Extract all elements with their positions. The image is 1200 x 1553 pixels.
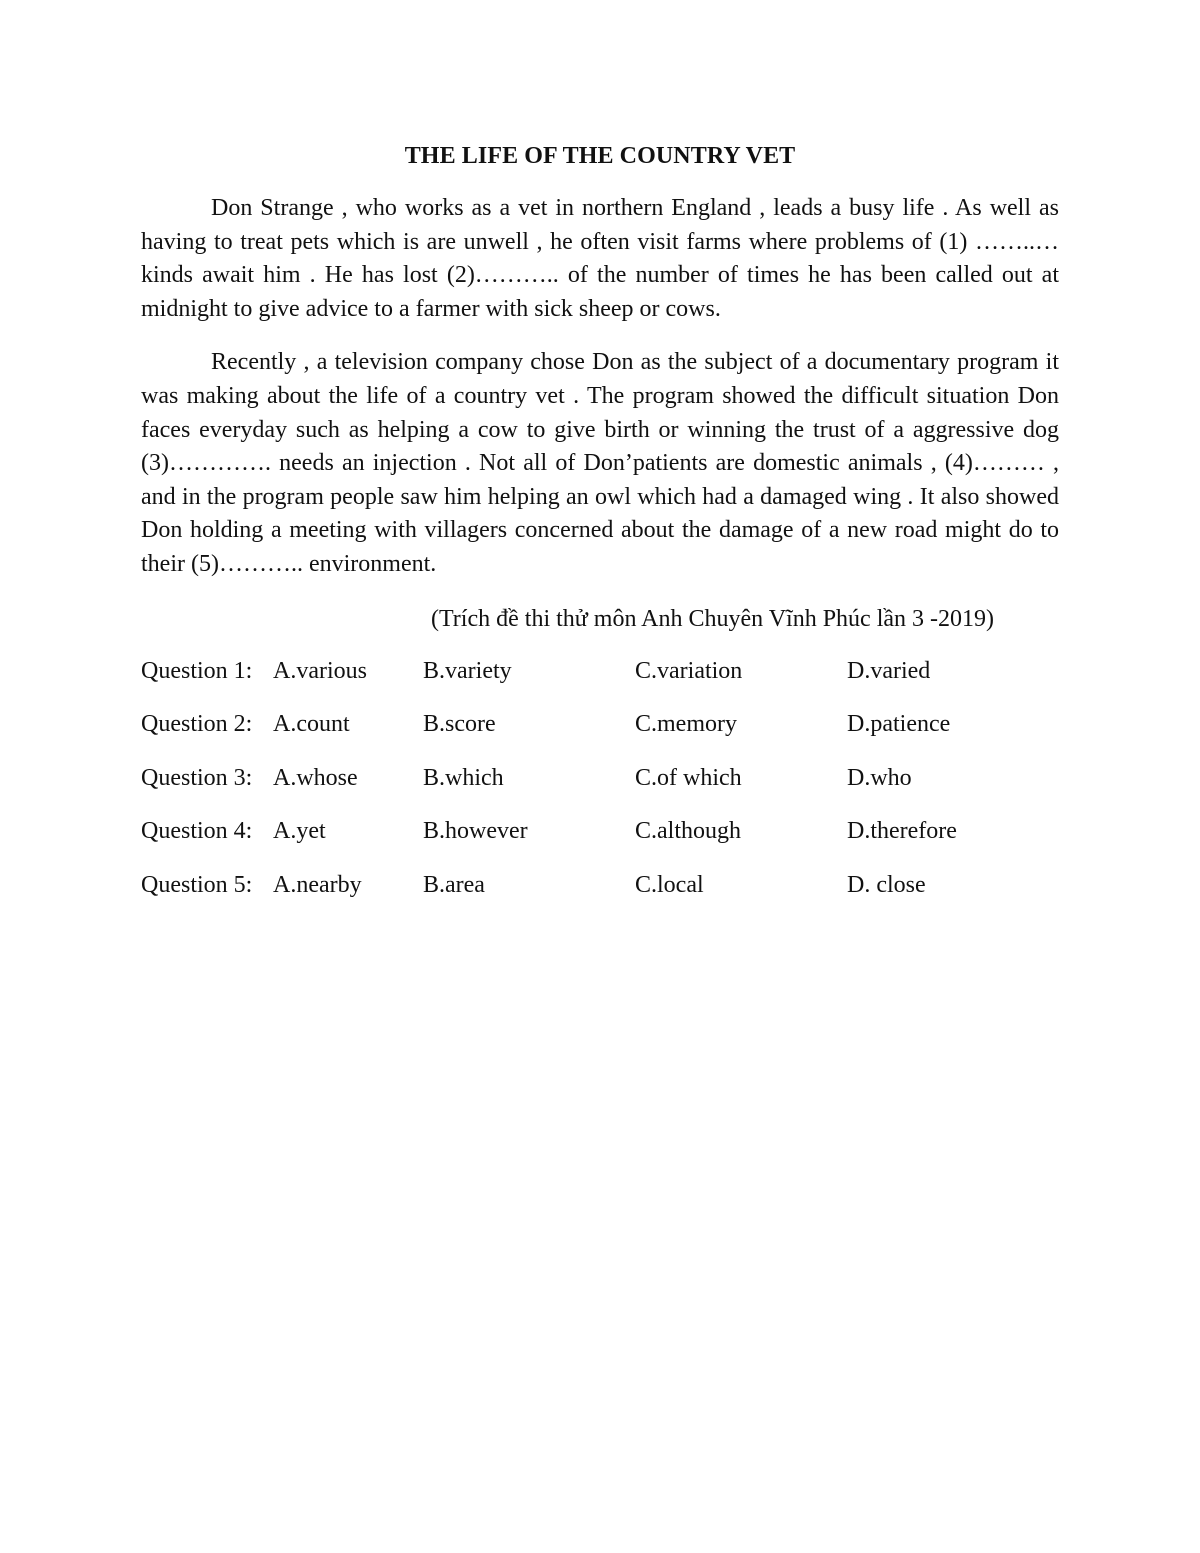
option-a: A.count	[273, 711, 350, 738]
option-d: D.who	[847, 764, 912, 791]
option-b: B.which	[423, 764, 504, 791]
option-a: A.nearby	[273, 871, 362, 898]
passage-paragraph-2: Recently , a television company chose Don as the subject of a documentary program it was making about the life of a country vet . The program showed the difficult situation Don faces everyday such as helping a cow to give birth or winning the trust of a aggressive dog (3)…………. needs an injection . Not all of Don’patients are domestic animals , (4)……… , and in the program people saw him helping an owl which had a damaged wing . It also showed Don holding a meeting with villagers concerned about the damage of a new road might do to their (5)……….. environment.	[141, 349, 1059, 577]
question-label: Question 1:	[141, 657, 253, 684]
option-d: D. close	[847, 871, 926, 898]
source-citation: (Trích đề thi thử môn Anh Chuyên Vĩnh Phúc lần 3 -2019)	[431, 605, 994, 632]
question-row-4	[141, 814, 1059, 848]
option-b: B.area	[423, 871, 485, 898]
option-b: B.score	[423, 711, 496, 738]
option-c: C.although	[635, 818, 741, 845]
option-d: D.varied	[847, 657, 931, 684]
question-label: Question 4:	[141, 818, 253, 845]
question-row-3	[141, 761, 1059, 795]
option-c: C.of which	[635, 764, 742, 791]
option-d: D.patience	[847, 711, 951, 738]
passage-paragraph-1: Don Strange , who works as a vet in northern England , leads a busy life . As well as having to treat pets which is are unwell , he often visit farms where problems of (1) ……..… kinds await him . He has lost (2)……….. of the number of times he has been called out at midnight to give advice to a farmer with sick sheep or cows.	[141, 195, 1059, 322]
question-row-1	[141, 654, 1059, 688]
option-c: C.variation	[635, 657, 743, 684]
document-page	[141, 138, 1059, 922]
option-c: C.local	[635, 871, 704, 898]
option-a: A.various	[273, 657, 367, 684]
question-label: Question 2:	[141, 711, 253, 738]
question-list	[141, 654, 1059, 902]
question-row-5	[141, 868, 1059, 902]
option-b: B.variety	[423, 657, 512, 684]
option-a: A.yet	[273, 818, 326, 845]
option-c: C.memory	[635, 711, 737, 738]
option-b: B.however	[423, 818, 528, 845]
option-a: A.whose	[273, 764, 358, 791]
document-title: THE LIFE OF THE COUNTRY VET	[404, 143, 796, 169]
question-label: Question 3:	[141, 764, 253, 791]
question-label: Question 5:	[141, 871, 253, 898]
option-d: D.therefore	[847, 818, 957, 845]
question-row-2	[141, 707, 1059, 741]
